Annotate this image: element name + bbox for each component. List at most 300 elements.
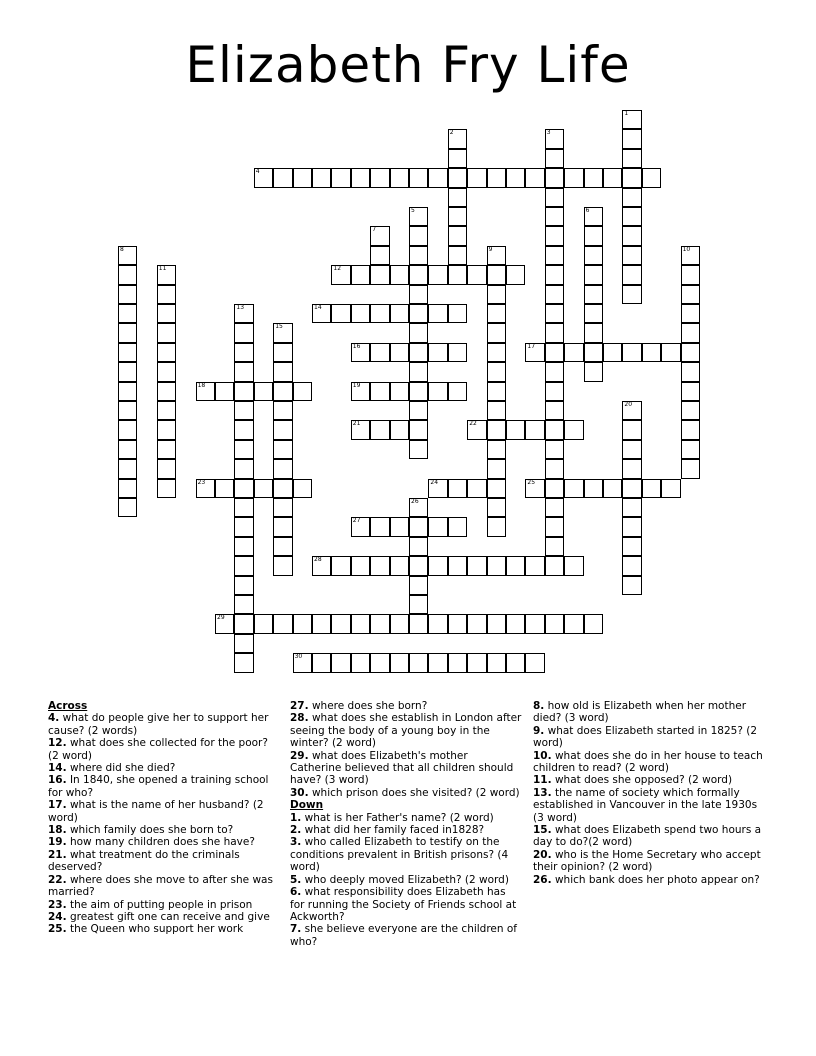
grid-cell[interactable] [234, 401, 253, 420]
grid-cell[interactable] [487, 459, 506, 478]
down-clue [533, 787, 765, 824]
grid-cell[interactable] [293, 479, 312, 498]
grid-cell[interactable] [506, 653, 525, 672]
grid-cell[interactable] [681, 420, 700, 439]
grid-cell[interactable] [273, 459, 292, 478]
grid-cell[interactable] [273, 168, 292, 187]
grid-cell[interactable] [428, 265, 447, 284]
grid-cell[interactable] [622, 576, 641, 595]
grid-cell[interactable] [254, 614, 273, 633]
grid-cell[interactable] [622, 498, 641, 517]
grid-cell[interactable] [428, 382, 447, 401]
grid-cell[interactable] [331, 265, 350, 284]
grid-cell[interactable] [448, 556, 467, 575]
grid-cell[interactable] [545, 323, 564, 342]
grid-cell[interactable] [487, 401, 506, 420]
grid-cell[interactable] [254, 168, 273, 187]
grid-cell[interactable] [234, 440, 253, 459]
grid-cell[interactable] [681, 401, 700, 420]
grid-cell[interactable] [370, 556, 389, 575]
grid-cell[interactable] [448, 614, 467, 633]
grid-cell[interactable] [428, 556, 447, 575]
grid-cell[interactable] [234, 498, 253, 517]
grid-cell[interactable] [584, 168, 603, 187]
grid-cell[interactable] [487, 168, 506, 187]
grid-cell[interactable] [273, 382, 292, 401]
clue-number-label: 28. [290, 712, 309, 725]
grid-cell[interactable] [448, 188, 467, 207]
grid-cell[interactable] [196, 382, 215, 401]
grid-cell[interactable] [351, 265, 370, 284]
grid-cell[interactable] [234, 556, 253, 575]
grid-cell[interactable] [370, 382, 389, 401]
grid-cell[interactable] [370, 226, 389, 245]
grid-cell[interactable] [157, 401, 176, 420]
grid-cell[interactable] [234, 343, 253, 362]
grid-cell[interactable] [273, 420, 292, 439]
grid-cell[interactable] [409, 556, 428, 575]
grid-cell[interactable] [448, 149, 467, 168]
grid-cell[interactable] [584, 343, 603, 362]
grid-cell[interactable] [584, 614, 603, 633]
grid-cell[interactable] [118, 498, 137, 517]
grid-cell[interactable] [545, 420, 564, 439]
grid-cell[interactable] [448, 382, 467, 401]
grid-cell[interactable] [545, 129, 564, 148]
grid-cell[interactable] [448, 343, 467, 362]
grid-cell[interactable] [681, 265, 700, 284]
grid-cell[interactable] [622, 207, 641, 226]
grid-cell[interactable] [370, 246, 389, 265]
grid-cell[interactable] [409, 420, 428, 439]
grid-cell[interactable] [467, 479, 486, 498]
grid-cell[interactable] [564, 168, 583, 187]
grid-cell[interactable] [525, 420, 544, 439]
grid-cell[interactable] [273, 537, 292, 556]
grid-cell[interactable] [409, 265, 428, 284]
grid-cell[interactable] [351, 168, 370, 187]
grid-cell[interactable] [545, 149, 564, 168]
grid-cell[interactable] [234, 517, 253, 536]
grid-cell[interactable] [118, 362, 137, 381]
grid-cell[interactable] [487, 265, 506, 284]
grid-cell[interactable] [234, 537, 253, 556]
grid-cell[interactable] [118, 285, 137, 304]
grid-cell[interactable] [390, 168, 409, 187]
grid-cell[interactable] [584, 265, 603, 284]
grid-cell[interactable] [487, 246, 506, 265]
grid-cell[interactable] [428, 343, 447, 362]
grid-cell[interactable] [254, 382, 273, 401]
grid-cell[interactable] [118, 420, 137, 439]
grid-cell[interactable] [525, 168, 544, 187]
grid-cell[interactable] [681, 304, 700, 323]
grid-cell[interactable] [545, 343, 564, 362]
grid-cell[interactable] [622, 226, 641, 245]
grid-cell[interactable] [545, 265, 564, 284]
grid-cell[interactable] [370, 614, 389, 633]
grid-cell[interactable] [506, 168, 525, 187]
grid-cell[interactable] [234, 614, 253, 633]
grid-cell[interactable] [584, 207, 603, 226]
grid-cell[interactable] [564, 556, 583, 575]
grid-cell[interactable] [487, 420, 506, 439]
grid-cell[interactable] [390, 265, 409, 284]
grid-cell[interactable] [448, 246, 467, 265]
grid-cell[interactable] [545, 304, 564, 323]
clue-text: how many children does she have? [66, 836, 255, 849]
grid-cell[interactable] [234, 362, 253, 381]
grid-cell[interactable] [622, 440, 641, 459]
grid-cell[interactable] [409, 401, 428, 420]
grid-cell[interactable] [118, 323, 137, 342]
grid-cell[interactable] [312, 614, 331, 633]
grid-cell[interactable] [157, 382, 176, 401]
grid-cell[interactable] [545, 401, 564, 420]
clue-number: 4 [255, 168, 260, 176]
grid-cell[interactable] [390, 517, 409, 536]
grid-cell[interactable] [448, 207, 467, 226]
grid-cell[interactable] [390, 614, 409, 633]
grid-cell[interactable] [157, 343, 176, 362]
grid-cell[interactable] [351, 556, 370, 575]
grid-cell[interactable] [681, 362, 700, 381]
grid-cell[interactable] [234, 634, 253, 653]
grid-cell[interactable] [448, 226, 467, 245]
grid-cell[interactable] [351, 517, 370, 536]
grid-cell[interactable] [545, 246, 564, 265]
grid-cell[interactable] [467, 420, 486, 439]
grid-cell[interactable] [312, 168, 331, 187]
grid-cell[interactable] [273, 517, 292, 536]
grid-cell[interactable] [584, 479, 603, 498]
grid-cell[interactable] [467, 556, 486, 575]
grid-cell[interactable] [622, 556, 641, 575]
grid-cell[interactable] [622, 285, 641, 304]
grid-cell[interactable] [603, 168, 622, 187]
grid-cell[interactable] [157, 479, 176, 498]
grid-cell[interactable] [487, 517, 506, 536]
grid-cell[interactable] [487, 343, 506, 362]
grid-cell[interactable] [487, 382, 506, 401]
grid-cell[interactable] [564, 614, 583, 633]
grid-cell[interactable] [215, 479, 234, 498]
grid-cell[interactable] [409, 343, 428, 362]
grid-cell[interactable] [681, 440, 700, 459]
grid-cell[interactable] [525, 556, 544, 575]
grid-cell[interactable] [293, 653, 312, 672]
grid-cell[interactable] [118, 440, 137, 459]
grid-cell[interactable] [273, 498, 292, 517]
grid-cell[interactable] [215, 382, 234, 401]
grid-cell[interactable] [525, 653, 544, 672]
grid-cell[interactable] [234, 304, 253, 323]
grid-cell[interactable] [234, 479, 253, 498]
grid-cell[interactable] [487, 653, 506, 672]
grid-cell[interactable] [622, 517, 641, 536]
grid-cell[interactable] [234, 653, 253, 672]
grid-cell[interactable] [487, 479, 506, 498]
grid-cell[interactable] [467, 168, 486, 187]
grid-cell[interactable] [681, 246, 700, 265]
grid-cell[interactable] [409, 614, 428, 633]
grid-cell[interactable] [487, 323, 506, 342]
grid-cell[interactable] [254, 479, 273, 498]
grid-cell[interactable] [409, 362, 428, 381]
grid-cell[interactable] [351, 304, 370, 323]
grid-cell[interactable] [545, 226, 564, 245]
grid-cell[interactable] [448, 653, 467, 672]
grid-cell[interactable] [681, 382, 700, 401]
grid-cell[interactable] [525, 343, 544, 362]
grid-cell[interactable] [448, 168, 467, 187]
clue-text: what treatment do the criminals deserved? [48, 848, 240, 874]
grid-cell[interactable] [428, 614, 447, 633]
grid-cell[interactable] [448, 129, 467, 148]
grid-cell[interactable] [622, 149, 641, 168]
grid-cell[interactable] [370, 653, 389, 672]
grid-cell[interactable] [545, 188, 564, 207]
grid-cell[interactable] [409, 440, 428, 459]
grid-cell[interactable] [351, 614, 370, 633]
grid-cell[interactable] [487, 556, 506, 575]
grid-cell[interactable] [370, 420, 389, 439]
grid-cell[interactable] [622, 246, 641, 265]
grid-cell[interactable] [331, 304, 350, 323]
grid-cell[interactable] [331, 168, 350, 187]
grid-cell[interactable] [564, 479, 583, 498]
grid-cell[interactable] [157, 265, 176, 284]
grid-cell[interactable] [118, 479, 137, 498]
grid-cell[interactable] [545, 537, 564, 556]
grid-cell[interactable] [487, 440, 506, 459]
grid-cell[interactable] [642, 479, 661, 498]
grid-cell[interactable] [487, 614, 506, 633]
grid-cell[interactable] [157, 440, 176, 459]
across-heading: Across [48, 700, 88, 712]
grid-cell[interactable] [273, 614, 292, 633]
grid-cell[interactable] [273, 343, 292, 362]
grid-cell[interactable] [331, 653, 350, 672]
grid-cell[interactable] [603, 343, 622, 362]
grid-cell[interactable] [545, 556, 564, 575]
grid-cell[interactable] [584, 226, 603, 245]
grid-cell[interactable] [351, 420, 370, 439]
grid-cell[interactable] [118, 382, 137, 401]
grid-cell[interactable] [370, 343, 389, 362]
grid-cell[interactable] [157, 420, 176, 439]
grid-cell[interactable] [157, 304, 176, 323]
grid-cell[interactable] [409, 498, 428, 517]
grid-cell[interactable] [584, 246, 603, 265]
grid-cell[interactable] [351, 343, 370, 362]
grid-cell[interactable] [409, 653, 428, 672]
grid-cell[interactable] [545, 498, 564, 517]
grid-cell[interactable] [622, 420, 641, 439]
grid-cell[interactable] [545, 614, 564, 633]
grid-cell[interactable] [409, 285, 428, 304]
grid-cell[interactable] [196, 479, 215, 498]
grid-cell[interactable] [312, 304, 331, 323]
grid-cell[interactable] [428, 304, 447, 323]
grid-cell[interactable] [564, 420, 583, 439]
grid-cell[interactable] [118, 459, 137, 478]
grid-cell[interactable] [390, 382, 409, 401]
grid-cell[interactable] [409, 168, 428, 187]
grid-cell[interactable] [409, 537, 428, 556]
across-clue [48, 737, 280, 762]
grid-cell[interactable] [622, 129, 641, 148]
grid-cell[interactable] [487, 498, 506, 517]
grid-cell[interactable] [409, 517, 428, 536]
grid-cell[interactable] [118, 343, 137, 362]
grid-cell[interactable] [545, 459, 564, 478]
grid-cell[interactable] [681, 459, 700, 478]
grid-cell[interactable] [642, 168, 661, 187]
clue-number: 27 [352, 517, 361, 525]
grid-cell[interactable] [428, 517, 447, 536]
grid-cell[interactable] [351, 382, 370, 401]
grid-cell[interactable] [390, 304, 409, 323]
grid-cell[interactable] [273, 401, 292, 420]
grid-cell[interactable] [545, 168, 564, 187]
grid-cell[interactable] [157, 362, 176, 381]
grid-cell[interactable] [331, 614, 350, 633]
grid-cell[interactable] [390, 653, 409, 672]
grid-cell[interactable] [118, 304, 137, 323]
grid-cell[interactable] [622, 110, 641, 129]
grid-cell[interactable] [234, 595, 253, 614]
grid-cell[interactable] [603, 479, 622, 498]
grid-cell[interactable] [428, 168, 447, 187]
grid-cell[interactable] [409, 323, 428, 342]
grid-cell[interactable] [215, 614, 234, 633]
grid-cell[interactable] [118, 246, 137, 265]
across-clue-list [48, 712, 280, 935]
grid-cell[interactable] [157, 323, 176, 342]
grid-cell[interactable] [622, 188, 641, 207]
grid-cell[interactable] [545, 207, 564, 226]
grid-cell[interactable] [409, 595, 428, 614]
grid-cell[interactable] [118, 401, 137, 420]
clue-text: where does she born? [308, 700, 428, 712]
grid-cell[interactable] [545, 440, 564, 459]
grid-cell[interactable] [467, 265, 486, 284]
grid-cell[interactable] [448, 304, 467, 323]
clue-text: who deeply moved Elizabeth? (2 word) [301, 873, 509, 886]
grid-cell[interactable] [642, 343, 661, 362]
grid-cell[interactable] [506, 614, 525, 633]
grid-cell[interactable] [157, 459, 176, 478]
grid-cell[interactable] [409, 246, 428, 265]
grid-cell[interactable] [487, 285, 506, 304]
grid-cell[interactable] [661, 343, 680, 362]
grid-cell[interactable] [622, 479, 641, 498]
clue-text: how old is Elizabeth when her mother died? (3 word) [533, 700, 747, 725]
grid-cell[interactable] [681, 323, 700, 342]
grid-cell[interactable] [545, 479, 564, 498]
grid-cell[interactable] [370, 265, 389, 284]
grid-cell[interactable] [370, 517, 389, 536]
grid-cell[interactable] [506, 265, 525, 284]
grid-cell[interactable] [428, 479, 447, 498]
grid-cell[interactable] [390, 343, 409, 362]
grid-cell[interactable] [273, 440, 292, 459]
grid-cell[interactable] [234, 576, 253, 595]
grid-cell[interactable] [293, 614, 312, 633]
grid-cell[interactable] [448, 517, 467, 536]
grid-cell[interactable] [584, 304, 603, 323]
grid-cell[interactable] [409, 576, 428, 595]
grid-cell[interactable] [487, 304, 506, 323]
grid-cell[interactable] [351, 653, 370, 672]
grid-cell[interactable] [525, 614, 544, 633]
grid-cell[interactable] [234, 323, 253, 342]
grid-cell[interactable] [293, 168, 312, 187]
grid-cell[interactable] [584, 285, 603, 304]
grid-cell[interactable] [428, 653, 447, 672]
grid-cell[interactable] [234, 459, 253, 478]
grid-cell[interactable] [273, 323, 292, 342]
grid-cell[interactable] [370, 304, 389, 323]
grid-cell[interactable] [584, 362, 603, 381]
clue-number: 24 [430, 478, 439, 486]
grid-cell[interactable] [622, 343, 641, 362]
grid-cell[interactable] [545, 285, 564, 304]
grid-cell[interactable] [409, 304, 428, 323]
grid-cell[interactable] [293, 382, 312, 401]
grid-cell[interactable] [370, 168, 389, 187]
grid-cell[interactable] [409, 382, 428, 401]
grid-cell[interactable] [545, 382, 564, 401]
grid-cell[interactable] [545, 362, 564, 381]
grid-cell[interactable] [157, 285, 176, 304]
grid-cell[interactable] [622, 459, 641, 478]
grid-cell[interactable] [273, 362, 292, 381]
grid-cell[interactable] [622, 401, 641, 420]
grid-cell[interactable] [331, 556, 350, 575]
grid-cell[interactable] [622, 265, 641, 284]
grid-cell[interactable] [448, 479, 467, 498]
grid-cell[interactable] [273, 556, 292, 575]
grid-cell[interactable] [448, 265, 467, 284]
grid-cell[interactable] [390, 556, 409, 575]
grid-cell[interactable] [409, 226, 428, 245]
grid-cell[interactable] [564, 343, 583, 362]
grid-cell[interactable] [312, 556, 331, 575]
grid-cell[interactable] [622, 168, 641, 187]
grid-cell[interactable] [622, 537, 641, 556]
grid-cell[interactable] [681, 343, 700, 362]
grid-cell[interactable] [234, 420, 253, 439]
grid-cell[interactable] [525, 479, 544, 498]
grid-cell[interactable] [681, 285, 700, 304]
grid-cell[interactable] [584, 323, 603, 342]
grid-cell[interactable] [506, 420, 525, 439]
grid-cell[interactable] [487, 362, 506, 381]
grid-cell[interactable] [312, 653, 331, 672]
grid-cell[interactable] [234, 382, 253, 401]
grid-cell[interactable] [273, 479, 292, 498]
grid-cell[interactable] [118, 265, 137, 284]
grid-cell[interactable] [409, 207, 428, 226]
grid-cell[interactable] [661, 479, 680, 498]
grid-cell[interactable] [467, 614, 486, 633]
grid-cell[interactable] [545, 517, 564, 536]
grid-cell[interactable] [467, 653, 486, 672]
grid-cell[interactable] [390, 420, 409, 439]
grid-cell[interactable] [506, 556, 525, 575]
